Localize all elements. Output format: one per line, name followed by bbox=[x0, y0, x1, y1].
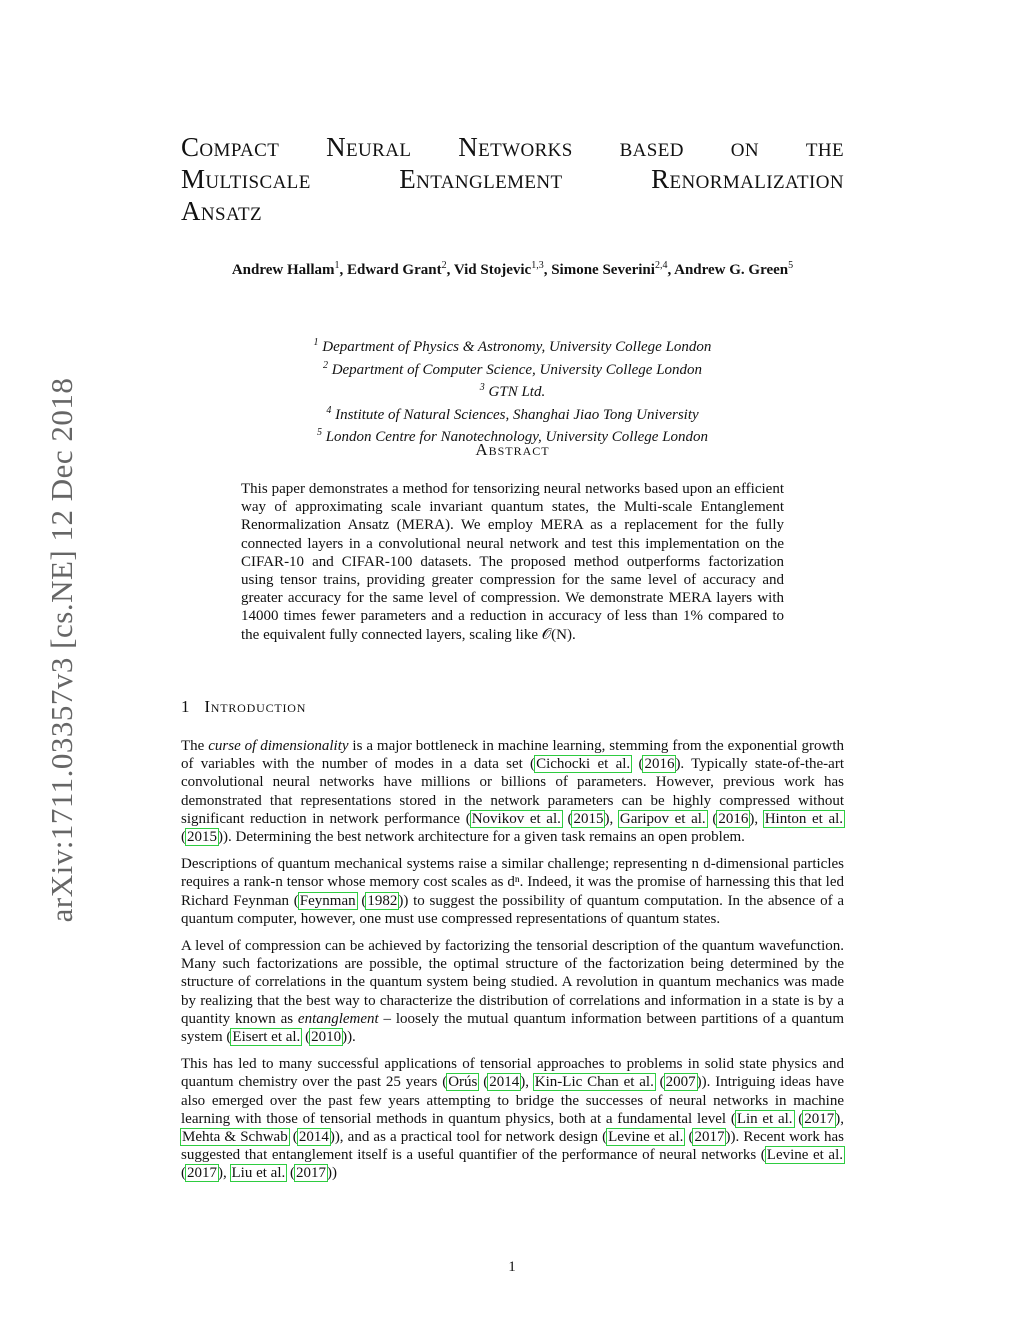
section-heading bbox=[181, 697, 306, 717]
section-title: Introduction bbox=[204, 697, 307, 716]
affiliation: $^3$ GTN Ltd. bbox=[479, 382, 546, 400]
affiliation: $^2$ Department of Computer Science, University College London bbox=[322, 359, 703, 378]
citation-link[interactable]: 2015 bbox=[573, 810, 604, 827]
title-line: Compact Neural Networks based on the bbox=[181, 132, 844, 162]
citation-link[interactable]: 2017 bbox=[804, 1110, 835, 1127]
citation-link[interactable]: Levine et al. bbox=[766, 1147, 844, 1164]
citation-link[interactable]: Cichocki et al. bbox=[536, 756, 631, 773]
citation-link[interactable]: 2016 bbox=[718, 810, 749, 827]
paragraph: A level of compression can be achieved by factorizing the tensorial description of the quantum wavefunction. Many such factorizations are possible, the optimal structure of the factorization being determined by the structure of correlations in the quantum system being studied. A revolution in quantum mechanics was made by realizing that the best way to characterize the distribution of correlations and information in a state is by a quantity known as entanglement – loosely the mutual quantum information between partitions of a quantum system (Eisert et al. (2010)). bbox=[181, 938, 844, 1046]
affiliation: $^1$ Department of Physics & Astronomy, University College London bbox=[313, 337, 712, 355]
author: Andrew G. Green$^5$ bbox=[674, 260, 794, 278]
abstract-text: This paper demonstrates a method for tensorizing neural networks based upon an efficient way of approximating scale invariant quantum states, the Multi-scale Entanglement Renormalization Ansatz (MERA). We employ MERA as a replacement for the fully connected layers in a convolutional neural network and test this implementation on the CIFAR-10 and CIFAR-100 datasets. The proposed method outperforms factorization using tensor trains, providing greater compression for the same level of accuracy and greater accuracy for the same level of compression. We demonstrate MERA layers with 14000 times fewer parameters and a reduction in accuracy of less than 1% compared to the equivalent fully connected layers, scaling like 𝒪(N). bbox=[241, 481, 784, 643]
citation-link[interactable]: Lin et al. bbox=[736, 1110, 793, 1127]
citation-link[interactable]: Novikov et al. bbox=[471, 810, 561, 827]
citation-link[interactable]: 2007 bbox=[665, 1074, 696, 1091]
paragraph: This has led to many successful applications of tensorial approaches to problems in solid state physics and quantum chemistry over the past 25 years (Orús (2014), Kin-Lic Chan et al. (2007)). Intriguing ideas have also emerged over the past few years attempting to bridge the successes of neural networks in machine learning with those of tensorial methods in quantum physics, both at a fundamental level (Lin et al. (2017), Mehta & Schwab (2014)), and as a practical tool for network design (Levine et al. (2017)). Recent work has suggested that entanglement itself is a useful quantifier of the performance of neural networks (Levine et al. (2017), Liu et al. (2017)) bbox=[181, 1056, 845, 1182]
author: Andrew Hallam$^1$ bbox=[231, 260, 340, 278]
citation-link[interactable]: 2017 bbox=[187, 1165, 217, 1182]
citation-link[interactable]: Mehta & Schwab bbox=[182, 1129, 288, 1146]
affiliations bbox=[181, 334, 844, 447]
citation-link[interactable]: 1982 bbox=[367, 892, 398, 909]
affiliation: $^5$ London Centre for Nanotechnology, University College London bbox=[316, 427, 709, 445]
abstract-heading: Abstract bbox=[475, 440, 550, 459]
page-number: 1 bbox=[508, 1259, 516, 1275]
author-list: Andrew Hallam$^1$, Edward Grant$^2$, Vid Stojevic$^{1,3}$, Simone Severini$^{2,4}$, Andrew G. Green$^5$ bbox=[231, 260, 794, 278]
body-text bbox=[181, 737, 844, 1192]
citation-link[interactable]: 2015 bbox=[187, 829, 217, 846]
citation-link[interactable]: 2014 bbox=[489, 1074, 520, 1091]
author: Edward Grant$^2$ bbox=[347, 260, 447, 278]
citation-link[interactable]: Kin-Lic Chan et al. bbox=[534, 1074, 654, 1091]
citation-link[interactable]: Liu et al. bbox=[231, 1165, 286, 1182]
paper-title bbox=[181, 131, 844, 227]
arxiv-watermark: arXiv:1711.03357v3 [cs.NE] 12 Dec 2018 bbox=[44, 377, 79, 923]
paragraph: The curse of dimensionality is a major bottleneck in machine learning, stemming from the exponential growth of variables with the number of modes in a data set (Cichocki et al. (2016). Typically state-of-the-art convolutional neural networks have millions or billions of parameters. However, previous work has demonstrated that representations stored in the network parameters can be highly compressed without significant reduction in network performance (Novikov et al. (2015), Garipov et al. (2016), Hinton et al. (2015)). Determining the best network architecture for a given task remains an open problem. bbox=[181, 738, 844, 846]
citation-link[interactable]: Eisert et al. bbox=[232, 1029, 301, 1046]
citation-link[interactable]: 2016 bbox=[644, 756, 675, 773]
citation-link[interactable]: Levine et al. bbox=[608, 1129, 684, 1146]
affiliation: $^4$ Institute of Natural Sciences, Shanghai Jiao Tong University bbox=[326, 404, 699, 423]
citation-link[interactable]: Garipov et al. bbox=[619, 810, 706, 827]
citation-link[interactable]: 2010 bbox=[311, 1029, 342, 1046]
author: Simone Severini$^{2,4}$ bbox=[551, 260, 668, 278]
title-line: Ansatz bbox=[181, 196, 263, 226]
author: Vid Stojevic$^{1,3}$ bbox=[453, 260, 544, 278]
citation-link[interactable]: Hinton et al. bbox=[764, 810, 844, 827]
citation-link[interactable]: Orús bbox=[448, 1074, 478, 1091]
citation-link[interactable]: 2017 bbox=[295, 1165, 326, 1182]
citation-link[interactable]: 2014 bbox=[298, 1129, 329, 1146]
paragraph: Descriptions of quantum mechanical systems raise a similar challenge; representing n d-dimensional particles requires a rank-n tensor whose memory cost scales as dⁿ. Indeed, it was the promise of harnessing this that led Richard Feynman (Feynman (1982)) to suggest the possibility of quantum computation. In the absence of a quantum computer, however, one must use compressed representations of quantum states. bbox=[181, 856, 844, 927]
citation-link[interactable]: Feynman bbox=[299, 892, 356, 909]
citation-link[interactable]: 2017 bbox=[694, 1129, 725, 1146]
title-line: Multiscale Entanglement Renormalization bbox=[181, 164, 844, 194]
section-number: 1 bbox=[181, 697, 191, 716]
